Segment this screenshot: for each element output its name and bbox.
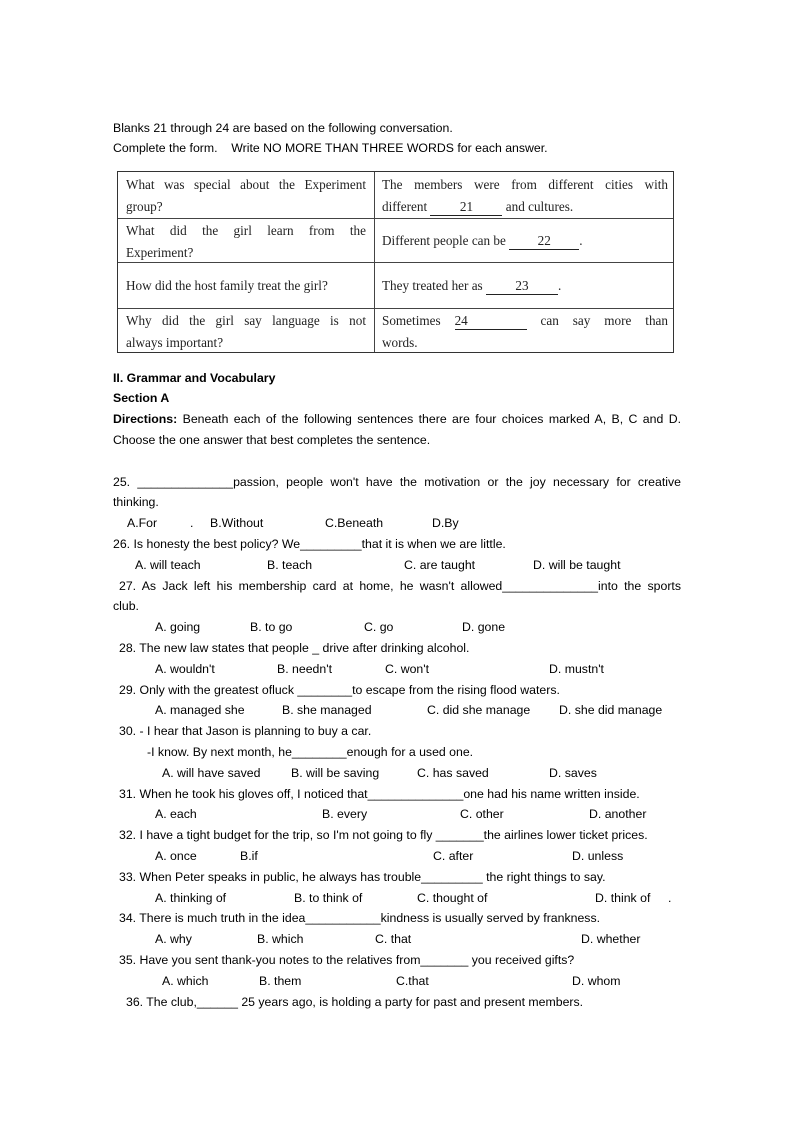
question-cell: What did the girl learn from the Experiment? (126, 223, 366, 260)
answer-cell: Sometimes 24 can say more than words. (382, 313, 668, 350)
option-c: C. are taught (404, 558, 476, 572)
option-c: C.Beneath (325, 516, 384, 530)
question-cell: Why did the girl say language is not always important? (126, 313, 366, 350)
option-a: A.For (127, 516, 158, 530)
blank-24: 24 (455, 312, 527, 330)
option-stray-dot: . (190, 516, 194, 530)
answer-form-table (117, 171, 674, 353)
blank-21: 21 (430, 198, 502, 216)
option-b: B. which (257, 932, 304, 946)
question-33: 33. When Peter speaks in public, he always has trouble_________ the right things to say. (119, 870, 606, 884)
option-b: B.if (240, 849, 258, 863)
option-d: D. another (589, 807, 647, 821)
question-28: 28. The new law states that people _ drive after drinking alcohol. (119, 641, 470, 655)
option-b: B. teach (267, 558, 313, 572)
section-heading: II. Grammar and Vocabulary (113, 371, 276, 385)
option-a: A. thinking of (155, 891, 227, 905)
question-25: 25. ______________passion, people won't have the motivation or the joy necessary for creative (113, 475, 681, 489)
option-d: D. whether (581, 932, 641, 946)
question-35: 35. Have you sent thank-you notes to the relatives from_______ you received gifts? (119, 953, 575, 967)
table-row (118, 172, 673, 218)
question-31: 31. When he took his gloves off, I noticed that______________one had his name written inside. (119, 787, 640, 801)
option-b: B. will be saving (291, 766, 380, 780)
question-34: 34. There is much truth in the idea___________kindness is usually served by frankness. (119, 911, 601, 925)
option-c: C. did she manage (427, 703, 531, 717)
option-a: A. going (155, 620, 201, 634)
table-row (118, 308, 673, 353)
option-d: D.By (432, 516, 459, 530)
option-d: D. saves (549, 766, 597, 780)
question-27: 27. As Jack left his membership card at home, he wasn't allowed______________into the sports (119, 579, 681, 593)
section-subheading: Section A (113, 391, 170, 405)
option-d: D. she did manage (559, 703, 663, 717)
question-30: 30. - I hear that Jason is planning to buy a car. (119, 724, 372, 738)
option-a: A. each (155, 807, 197, 821)
option-c: C. after (433, 849, 474, 863)
option-c: C. other (460, 807, 504, 821)
option-d: D. unless (572, 849, 624, 863)
option-c: C.that (396, 974, 429, 988)
question-27-cont: club. (113, 599, 139, 613)
directions-line-2: Choose the one answer that best completes the sentence. (113, 433, 431, 447)
question-30-cont: -I know. By next month, he________enough for a used one. (147, 745, 474, 759)
intro-line-2: Complete the form. Write NO MORE THAN THREE WORDS for each answer. (113, 141, 548, 155)
question-32: 32. I have a tight budget for the trip, so I'm not going to fly _______the airlines lower ticket prices. (119, 828, 648, 842)
option-d: D. mustn't (549, 662, 604, 676)
option-b: B.Without (210, 516, 264, 530)
option-b: B. needn't (277, 662, 332, 676)
question-36: 36. The club,______ 25 years ago, is holding a party for past and present members. (126, 995, 584, 1009)
question-26: 26. Is honesty the best policy? We_________that it is when we are little. (113, 537, 506, 551)
option-c: C. has saved (417, 766, 489, 780)
option-d: D. will be taught (533, 558, 621, 572)
directions-line-1: Directions: Beneath each of the following sentences there are four choices marked A, B, C and D. (113, 412, 681, 426)
table-row (118, 218, 673, 263)
question-cell: What was special about the Experiment group? (126, 177, 366, 214)
option-a: A. managed she (155, 703, 245, 717)
option-b: B. every (322, 807, 368, 821)
question-25-cont: thinking. (113, 495, 159, 509)
answer-cell: The members were from different cities with different 21 and cultures. (382, 177, 668, 214)
answer-cell: They treated her as 23 . (382, 278, 562, 293)
option-a: A. will have saved (162, 766, 261, 780)
option-b: B. to go (250, 620, 293, 634)
option-a: A. wouldn't (155, 662, 215, 676)
intro-line-1: Blanks 21 through 24 are based on the following conversation. (113, 121, 453, 135)
question-29: 29. Only with the greatest ofluck ________to escape from the rising flood waters. (119, 683, 560, 697)
option-b: B. them (259, 974, 302, 988)
answer-cell: Different people can be 22 . (382, 233, 583, 248)
question-cell: How did the host family treat the girl? (126, 278, 328, 293)
option-a: A. once (155, 849, 197, 863)
option-c: C. go (364, 620, 394, 634)
option-b: B. to think of (294, 891, 363, 905)
option-d: D. gone (462, 620, 506, 634)
option-b: B. she managed (282, 703, 372, 717)
blank-22: 22 (509, 232, 579, 250)
option-d: D. whom (572, 974, 621, 988)
option-c: C. thought of (417, 891, 488, 905)
table-row (118, 262, 673, 309)
option-a: A. will teach (135, 558, 201, 572)
option-stray-dot: . (668, 891, 672, 905)
option-d: D. think of (595, 891, 651, 905)
option-a: A. why (155, 932, 192, 946)
option-a: A. which (162, 974, 209, 988)
option-c: C. that (375, 932, 412, 946)
option-c: C. won't (385, 662, 430, 676)
blank-23: 23 (486, 277, 558, 295)
